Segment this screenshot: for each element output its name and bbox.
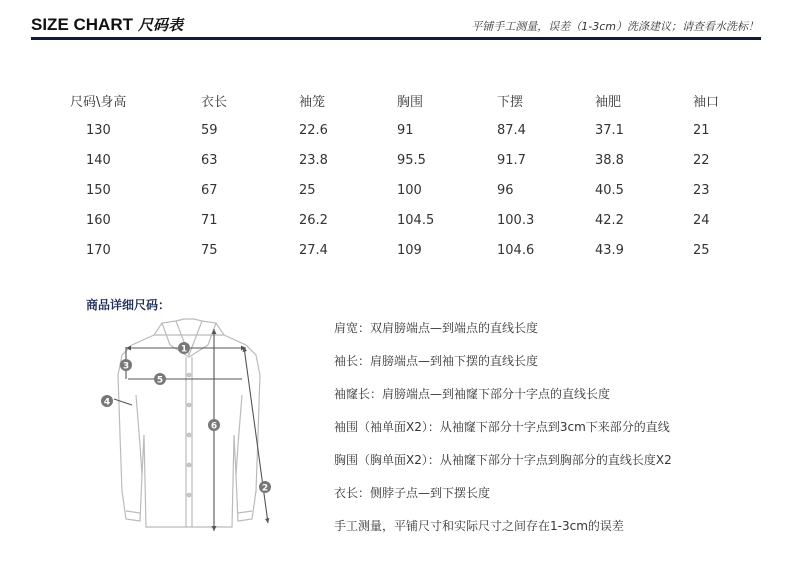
size-table	[70, 85, 753, 265]
svg-text:1: 1	[180, 344, 188, 355]
table-cell: 104.6	[497, 242, 535, 258]
table-row	[70, 115, 753, 145]
table-row	[70, 235, 753, 265]
table-cell: 87.4	[497, 122, 526, 138]
svg-text:2: 2	[261, 483, 269, 494]
table-row	[70, 205, 753, 235]
desc-tolerance: 手工测量，平铺尺寸和实际尺寸之间存在1-3cm的误差	[334, 519, 624, 533]
desc-sleeve-length: 袖长：肩膀端点—到袖下摆的直线长度	[334, 354, 539, 368]
table-cell: 23	[693, 182, 710, 198]
measurement-descriptions	[334, 320, 672, 551]
table-cell: 150	[86, 182, 111, 198]
header	[0, 0, 790, 44]
desc-armhole: 袖窿长：肩膀端点—到袖窿下部分十字点的直线长度	[334, 387, 611, 401]
table-cell: 24	[693, 212, 710, 228]
measure-lines	[114, 329, 268, 531]
column-header: 下摆	[497, 94, 524, 110]
table-cell: 140	[86, 152, 111, 168]
table-cell: 25	[299, 182, 316, 198]
table-cell: 59	[201, 122, 218, 138]
table-row	[70, 175, 753, 205]
table-cell: 95.5	[397, 152, 426, 168]
column-header: 胸围	[397, 94, 424, 110]
table-cell: 43.9	[595, 242, 624, 258]
marker-6	[208, 419, 220, 432]
table-cell: 100	[397, 182, 422, 198]
table-header-row	[70, 85, 753, 115]
table-cell: 160	[86, 212, 111, 228]
table-cell: 91.7	[497, 152, 526, 168]
details-title: 商品详细尺码：	[86, 298, 171, 312]
table-cell: 27.4	[299, 242, 328, 258]
table-cell: 91	[397, 122, 414, 138]
table-cell: 104.5	[397, 212, 435, 228]
svg-text:3: 3	[122, 361, 130, 372]
table-cell: 100.3	[497, 212, 535, 228]
table-cell: 71	[201, 212, 218, 228]
table-cell: 37.1	[595, 122, 624, 138]
header-divider	[31, 37, 761, 40]
table-cell: 42.2	[595, 212, 624, 228]
table-cell: 75	[201, 242, 218, 258]
svg-text:5: 5	[156, 375, 164, 386]
table-cell: 96	[497, 182, 514, 198]
table-cell: 26.2	[299, 212, 328, 228]
table-cell: 170	[86, 242, 111, 258]
marker-4	[101, 395, 113, 408]
desc-chest: 胸围（胸单面X2）：从袖窿下部分十字点到胸部分的直线长度X2	[334, 453, 672, 467]
table-cell: 21	[693, 122, 710, 138]
page-title	[31, 14, 183, 35]
column-header: 袖肥	[595, 94, 622, 110]
table-cell: 25	[693, 242, 710, 258]
shirt-buttons	[187, 373, 191, 497]
svg-text:6: 6	[210, 421, 218, 432]
desc-length: 衣长：侧脖子点—到下摆长度	[334, 486, 491, 500]
title-en: SIZE CHART	[31, 15, 133, 34]
table-cell: 109	[397, 242, 422, 258]
table-cell: 63	[201, 152, 218, 168]
desc-shoulder: 肩宽：双肩膀端点—到端点的直线长度	[334, 321, 539, 335]
table-cell: 67	[201, 182, 218, 198]
column-header: 袖笼	[299, 94, 326, 110]
marker-3	[120, 359, 132, 372]
table-cell: 40.5	[595, 182, 624, 198]
table-cell: 23.8	[299, 152, 328, 168]
title-cn: 尺码表	[138, 16, 184, 34]
column-header: 衣长	[201, 94, 228, 110]
measurement-note: 平铺手工测量，误差（1-3cm）洗涤建议；请查看水洗标！	[471, 20, 759, 33]
column-header: 袖口	[693, 94, 720, 110]
marker-2	[259, 481, 271, 494]
shirt-measurement-diagram	[96, 315, 286, 545]
measure-arrowheads	[126, 329, 270, 531]
svg-text:4: 4	[103, 397, 111, 408]
table-row	[70, 145, 753, 175]
table-cell: 38.8	[595, 152, 624, 168]
desc-sleeve-width: 袖围（袖单面X2）：从袖窿下部分十字点到3cm下来部分的直线	[334, 420, 670, 434]
marker-5	[154, 373, 166, 386]
column-header: 尺码\身高	[70, 94, 127, 110]
table-cell: 130	[86, 122, 111, 138]
table-cell: 22.6	[299, 122, 328, 138]
table-cell: 22	[693, 152, 710, 168]
